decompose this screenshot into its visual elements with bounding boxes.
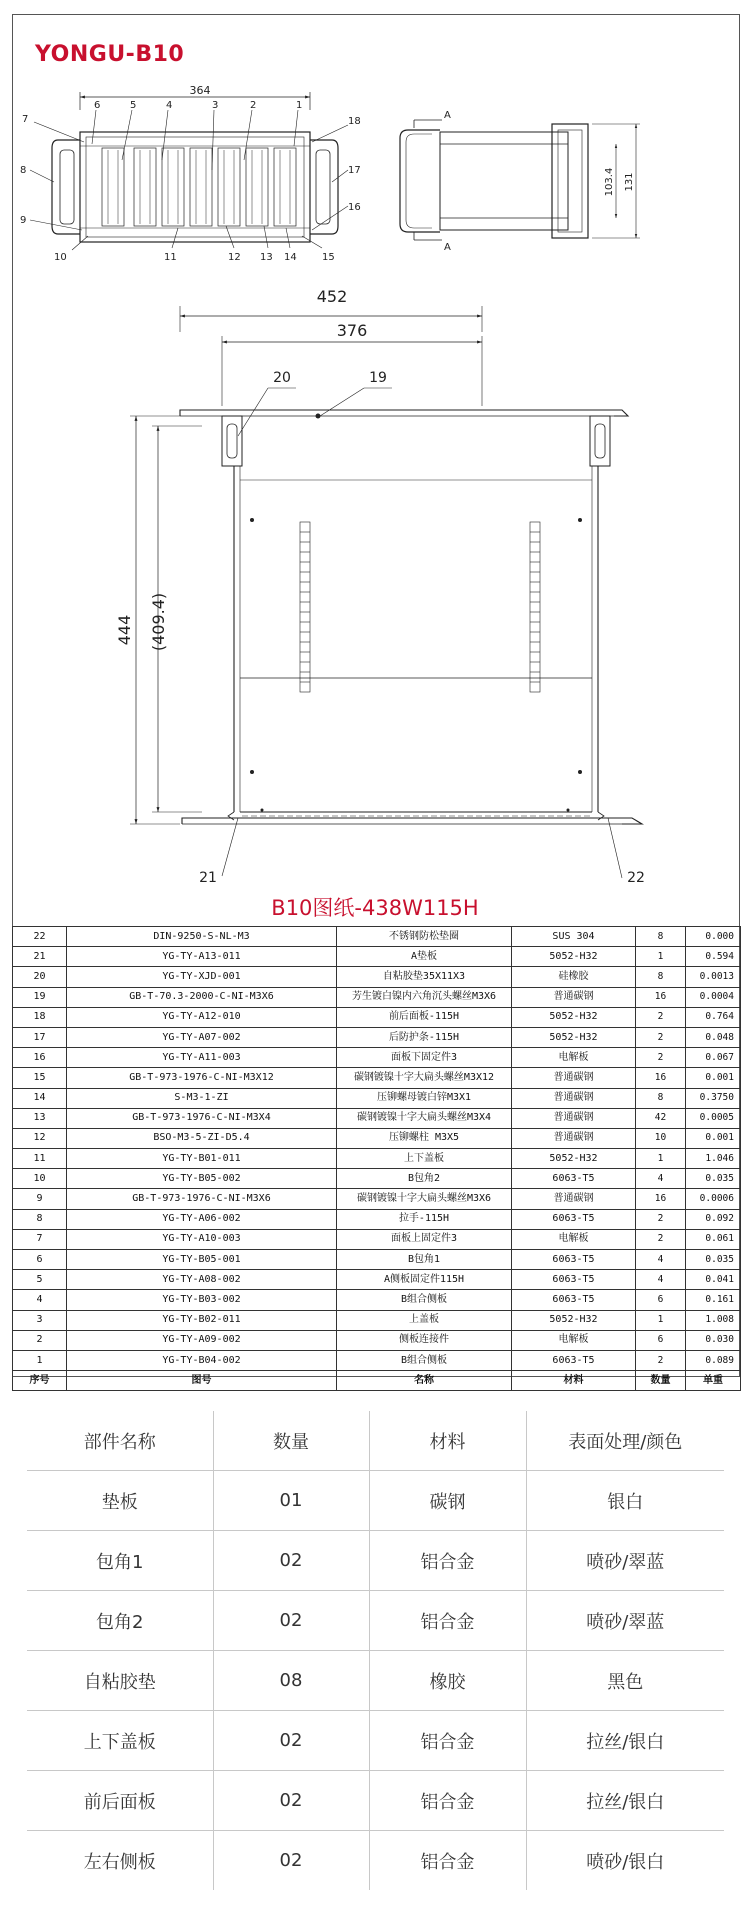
bom-cell-material: 电解板 (512, 1048, 636, 1068)
parts-summary-body (27, 1411, 724, 1890)
bom-row (13, 1290, 741, 1310)
bom-cell-index: 10 (13, 1169, 67, 1189)
bom-cell-name: 压铆螺母镀白锌M3X1 (337, 1088, 512, 1108)
bom-row (13, 967, 741, 987)
bom-cell-name: 前后面板-115H (337, 1007, 512, 1027)
bom-cell-qty: 16 (636, 1068, 686, 1088)
bom-cell-weight: 0.067 (686, 1048, 741, 1068)
callout-17: 17 (348, 165, 361, 176)
part-material-cell: 铝合金 (369, 1531, 526, 1591)
part-material-cell: 橡胶 (369, 1651, 526, 1711)
bom-cell-qty: 8 (636, 927, 686, 947)
bom-cell-weight: 0.030 (686, 1330, 741, 1350)
part-name-cell: 包角2 (27, 1591, 213, 1651)
part-material-cell: 铝合金 (369, 1711, 526, 1771)
bom-cell-weight: 0.0013 (686, 967, 741, 987)
bom-cell-qty: 16 (636, 987, 686, 1007)
bom-cell-qty: 1 (636, 947, 686, 967)
bom-body (13, 927, 741, 1391)
parts-header-cell: 材料 (369, 1411, 526, 1471)
dim-103-4: 103.4 (604, 167, 615, 197)
part-qty-cell: 02 (213, 1711, 369, 1771)
bom-cell-weight: 0.161 (686, 1290, 741, 1310)
part-finish-cell: 拉丝/银白 (526, 1711, 724, 1771)
part-name-cell: 左右侧板 (27, 1831, 213, 1891)
parts-row (27, 1771, 724, 1831)
bom-cell-name: 不锈钢防松垫圈 (337, 927, 512, 947)
bom-cell-qty: 10 (636, 1128, 686, 1148)
bom-cell-weight: 0.001 (686, 1128, 741, 1148)
brand-title: YONGU-B10 (35, 42, 185, 67)
bom-row (13, 1310, 741, 1330)
bom-cell-material: 普通碳钢 (512, 1189, 636, 1209)
bom-cell-code: YG-TY-A10-003 (67, 1229, 337, 1249)
bom-header-cell: 数量 (636, 1371, 686, 1391)
part-finish-cell: 拉丝/银白 (526, 1771, 724, 1831)
bom-cell-index: 6 (13, 1250, 67, 1270)
bom-cell-qty: 2 (636, 1229, 686, 1249)
bom-header-cell: 单重 (686, 1371, 741, 1391)
bom-cell-weight: 0.041 (686, 1270, 741, 1290)
part-material-cell: 铝合金 (369, 1591, 526, 1651)
part-finish-cell: 银白 (526, 1471, 724, 1531)
bom-cell-index: 15 (13, 1068, 67, 1088)
bom-cell-name: 自粘胶垫35X11X3 (337, 967, 512, 987)
bom-row (13, 1330, 741, 1350)
part-finish-cell: 黑色 (526, 1651, 724, 1711)
dim-131: 131 (624, 172, 635, 192)
bom-cell-material: 普通碳钢 (512, 987, 636, 1007)
bom-cell-qty: 6 (636, 1330, 686, 1350)
bom-cell-material: 5052-H32 (512, 947, 636, 967)
bom-cell-qty: 8 (636, 1088, 686, 1108)
bom-cell-qty: 2 (636, 1350, 686, 1370)
callout-20: 20 (273, 370, 291, 386)
bom-cell-name: 后防护条-115H (337, 1027, 512, 1047)
bom-header-cell: 序号 (13, 1371, 67, 1391)
dim-444: 444 (115, 614, 134, 646)
dim-452: 452 (316, 287, 348, 306)
bom-cell-qty: 2 (636, 1007, 686, 1027)
bom-cell-index: 17 (13, 1027, 67, 1047)
parts-header-cell: 数量 (213, 1411, 369, 1471)
bom-cell-qty: 2 (636, 1209, 686, 1229)
part-name-cell: 包角1 (27, 1531, 213, 1591)
bom-cell-name: B包角1 (337, 1250, 512, 1270)
bom-cell-index: 2 (13, 1330, 67, 1350)
parts-row (27, 1651, 724, 1711)
bom-cell-code: YG-TY-B02-011 (67, 1310, 337, 1330)
bom-cell-name: 芳生镀白镍内六角沉头螺丝M3X6 (337, 987, 512, 1007)
callout-12: 12 (228, 252, 241, 263)
technical-drawings (12, 70, 740, 890)
callout-5: 5 (130, 100, 137, 111)
bom-cell-material: 电解板 (512, 1330, 636, 1350)
bom-cell-index: 21 (13, 947, 67, 967)
bom-cell-material: 5052-H32 (512, 1007, 636, 1027)
bom-row (13, 947, 741, 967)
bom-cell-index: 12 (13, 1128, 67, 1148)
bom-row (13, 987, 741, 1007)
parts-row (27, 1711, 724, 1771)
callout-22: 22 (627, 870, 645, 886)
bom-cell-index: 9 (13, 1189, 67, 1209)
bom-cell-name: 上盖板 (337, 1310, 512, 1330)
bom-row (13, 1350, 741, 1370)
dim-376: 376 (336, 321, 368, 340)
bom-cell-index: 7 (13, 1229, 67, 1249)
bom-cell-material: SUS 304 (512, 927, 636, 947)
bom-cell-weight: 0.764 (686, 1007, 741, 1027)
callout-14: 14 (284, 252, 297, 263)
bom-cell-qty: 16 (636, 1189, 686, 1209)
dim-364: 364 (189, 84, 211, 97)
bom-cell-code: YG-TY-A11-003 (67, 1048, 337, 1068)
bom-cell-index: 18 (13, 1007, 67, 1027)
parts-summary-table (27, 1411, 724, 1890)
parts-row (27, 1591, 724, 1651)
bom-cell-code: YG-TY-B04-002 (67, 1350, 337, 1370)
bom-row (13, 1169, 741, 1189)
bom-cell-code: YG-TY-B05-001 (67, 1250, 337, 1270)
bom-cell-code: YG-TY-A06-002 (67, 1209, 337, 1229)
bom-cell-material: 5052-H32 (512, 1149, 636, 1169)
bom-row (13, 1108, 741, 1128)
callout-3: 3 (212, 100, 219, 111)
bom-cell-weight: 0.001 (686, 1068, 741, 1088)
part-name-cell: 自粘胶垫 (27, 1651, 213, 1711)
bom-cell-name: 碳钢镀镍十字大扁头螺丝M3X12 (337, 1068, 512, 1088)
front-view (115, 287, 645, 886)
bom-cell-name: 面板上固定件3 (337, 1229, 512, 1249)
bom-row (13, 1128, 741, 1148)
bom-cell-code: BSO-M3-5-ZI-D5.4 (67, 1128, 337, 1148)
bom-cell-index: 13 (13, 1108, 67, 1128)
bom-cell-qty: 4 (636, 1270, 686, 1290)
bom-cell-name: 拉手-115H (337, 1209, 512, 1229)
top-view (20, 84, 361, 263)
bom-cell-qty: 2 (636, 1027, 686, 1047)
part-finish-cell: 喷砂/翠蓝 (526, 1531, 724, 1591)
part-name-cell: 前后面板 (27, 1771, 213, 1831)
bom-cell-name: 侧板连接件 (337, 1330, 512, 1350)
bom-cell-material: 普通碳钢 (512, 1088, 636, 1108)
bom-cell-name: B组合侧板 (337, 1290, 512, 1310)
bom-cell-code: GB-T-973-1976-C-NI-M3X12 (67, 1068, 337, 1088)
bom-cell-qty: 1 (636, 1310, 686, 1330)
bom-row (13, 1149, 741, 1169)
callout-7: 7 (22, 114, 29, 125)
part-material-cell: 碳钢 (369, 1471, 526, 1531)
bom-cell-index: 5 (13, 1270, 67, 1290)
side-view (400, 110, 640, 253)
bom-cell-weight: 0.0005 (686, 1108, 741, 1128)
bill-of-materials (12, 926, 741, 1391)
bom-cell-code: YG-TY-XJD-001 (67, 967, 337, 987)
callout-10: 10 (54, 252, 67, 263)
bom-cell-code: YG-TY-B05-002 (67, 1169, 337, 1189)
bom-cell-name: 面板下固定件3 (337, 1048, 512, 1068)
callout-15: 15 (322, 252, 335, 263)
bom-row (13, 1209, 741, 1229)
bom-cell-qty: 1 (636, 1149, 686, 1169)
bom-cell-weight: 0.092 (686, 1209, 741, 1229)
part-qty-cell: 02 (213, 1771, 369, 1831)
bom-cell-weight: 0.3750 (686, 1088, 741, 1108)
part-name-cell: 垫板 (27, 1471, 213, 1531)
parts-header-row (27, 1411, 724, 1471)
parts-header-cell: 表面处理/颜色 (526, 1411, 724, 1471)
bom-cell-code: YG-TY-A08-002 (67, 1270, 337, 1290)
callout-11: 11 (164, 252, 177, 263)
bom-cell-qty: 4 (636, 1250, 686, 1270)
bom-cell-weight: 0.0004 (686, 987, 741, 1007)
bom-cell-index: 3 (13, 1310, 67, 1330)
bom-row (13, 1270, 741, 1290)
bom-cell-index: 20 (13, 967, 67, 987)
bom-cell-index: 14 (13, 1088, 67, 1108)
bom-header-cell: 名称 (337, 1371, 512, 1391)
bom-cell-index: 1 (13, 1350, 67, 1370)
bom-row (13, 1229, 741, 1249)
part-name-cell: 上下盖板 (27, 1711, 213, 1771)
bom-row (13, 1027, 741, 1047)
part-qty-cell: 01 (213, 1471, 369, 1531)
bom-cell-code: YG-TY-B03-002 (67, 1290, 337, 1310)
bom-cell-index: 8 (13, 1209, 67, 1229)
bom-cell-weight: 0.061 (686, 1229, 741, 1249)
part-qty-cell: 02 (213, 1831, 369, 1891)
parts-row (27, 1531, 724, 1591)
bom-row (13, 1250, 741, 1270)
bom-cell-material: 普通碳钢 (512, 1128, 636, 1148)
callout-18: 18 (348, 116, 361, 127)
bom-cell-qty: 4 (636, 1169, 686, 1189)
part-material-cell: 铝合金 (369, 1831, 526, 1891)
bom-cell-material: 6063-T5 (512, 1270, 636, 1290)
bom-cell-code: YG-TY-A09-002 (67, 1330, 337, 1350)
parts-header-cell: 部件名称 (27, 1411, 213, 1471)
section-a-top: A (444, 110, 451, 121)
bom-cell-material: 6063-T5 (512, 1250, 636, 1270)
section-a-bottom: A (444, 242, 451, 253)
bom-cell-weight: 0.035 (686, 1169, 741, 1189)
callout-19: 19 (369, 370, 387, 386)
bom-cell-weight: 0.035 (686, 1250, 741, 1270)
bom-cell-name: 压铆螺柱 M3X5 (337, 1128, 512, 1148)
bom-cell-weight: 0.0006 (686, 1189, 741, 1209)
bom-cell-code: GB-T-973-1976-C-NI-M3X6 (67, 1189, 337, 1209)
bom-cell-name: B包角2 (337, 1169, 512, 1189)
bom-cell-index: 4 (13, 1290, 67, 1310)
bom-cell-material: 硅橡胶 (512, 967, 636, 987)
bom-header-row (13, 1371, 741, 1391)
bom-cell-index: 19 (13, 987, 67, 1007)
bom-cell-code: S-M3-1-ZI (67, 1088, 337, 1108)
bom-row (13, 1007, 741, 1027)
bom-cell-name: A侧板固定件115H (337, 1270, 512, 1290)
bom-cell-qty: 8 (636, 967, 686, 987)
bom-row (13, 927, 741, 947)
callout-8: 8 (20, 165, 27, 176)
bom-cell-name: 碳钢镀镍十字大扁头螺丝M3X6 (337, 1189, 512, 1209)
callout-9: 9 (20, 215, 27, 226)
bom-cell-material: 普通碳钢 (512, 1108, 636, 1128)
callout-1: 1 (296, 100, 303, 111)
parts-row (27, 1471, 724, 1531)
bom-header-cell: 材料 (512, 1371, 636, 1391)
part-qty-cell: 02 (213, 1591, 369, 1651)
bom-cell-code: YG-TY-A12-010 (67, 1007, 337, 1027)
bom-cell-index: 22 (13, 927, 67, 947)
bom-cell-material: 5052-H32 (512, 1027, 636, 1047)
callout-4: 4 (166, 100, 173, 111)
bom-cell-weight: 0.000 (686, 927, 741, 947)
bom-cell-weight: 0.089 (686, 1350, 741, 1370)
bom-cell-qty: 42 (636, 1108, 686, 1128)
bom-cell-weight: 0.594 (686, 947, 741, 967)
bom-cell-code: YG-TY-B01-011 (67, 1149, 337, 1169)
bom-row (13, 1189, 741, 1209)
dim-409-4: (409.4) (149, 592, 168, 652)
bom-cell-weight: 0.048 (686, 1027, 741, 1047)
bom-cell-code: YG-TY-A07-002 (67, 1027, 337, 1047)
callout-16: 16 (348, 202, 361, 213)
bom-header-cell: 图号 (67, 1371, 337, 1391)
bom-cell-material: 6063-T5 (512, 1350, 636, 1370)
bom-cell-name: 上下盖板 (337, 1149, 512, 1169)
callout-2: 2 (250, 100, 257, 111)
callout-13: 13 (260, 252, 273, 263)
callout-6: 6 (94, 100, 101, 111)
bom-cell-qty: 6 (636, 1290, 686, 1310)
bom-cell-material: 电解板 (512, 1229, 636, 1249)
bom-cell-name: A垫板 (337, 947, 512, 967)
bom-cell-material: 5052-H32 (512, 1310, 636, 1330)
bom-cell-code: YG-TY-A13-011 (67, 947, 337, 967)
bom-cell-name: B组合侧板 (337, 1350, 512, 1370)
bom-cell-material: 6063-T5 (512, 1169, 636, 1189)
bom-cell-material: 6063-T5 (512, 1209, 636, 1229)
drawing-caption: B10图纸-438W115H (271, 896, 479, 920)
bom-cell-index: 11 (13, 1149, 67, 1169)
part-finish-cell: 喷砂/银白 (586, 1851, 665, 1873)
bom-cell-material: 6063-T5 (512, 1290, 636, 1310)
bom-cell-index: 16 (13, 1048, 67, 1068)
part-qty-cell: 08 (213, 1651, 369, 1711)
callout-21: 21 (199, 870, 217, 886)
bom-cell-weight: 1.008 (686, 1310, 741, 1330)
part-qty-cell: 02 (213, 1531, 369, 1591)
bom-cell-code: DIN-9250-S-NL-M3 (67, 927, 337, 947)
part-material-cell: 铝合金 (369, 1771, 526, 1831)
bom-cell-code: GB-T-973-1976-C-NI-M3X4 (67, 1108, 337, 1128)
bom-cell-name: 碳钢镀镍十字大扁头螺丝M3X4 (337, 1108, 512, 1128)
bom-cell-material: 普通碳钢 (512, 1068, 636, 1088)
part-finish-cell: 喷砂/翠蓝 (526, 1591, 724, 1651)
bom-cell-qty: 2 (636, 1048, 686, 1068)
bom-row (13, 1088, 741, 1108)
bom-cell-weight: 1.046 (686, 1149, 741, 1169)
bom-row (13, 1048, 741, 1068)
bom-row (13, 1068, 741, 1088)
bom-cell-code: GB-T-70.3-2000-C-NI-M3X6 (67, 987, 337, 1007)
parts-row (27, 1831, 724, 1891)
